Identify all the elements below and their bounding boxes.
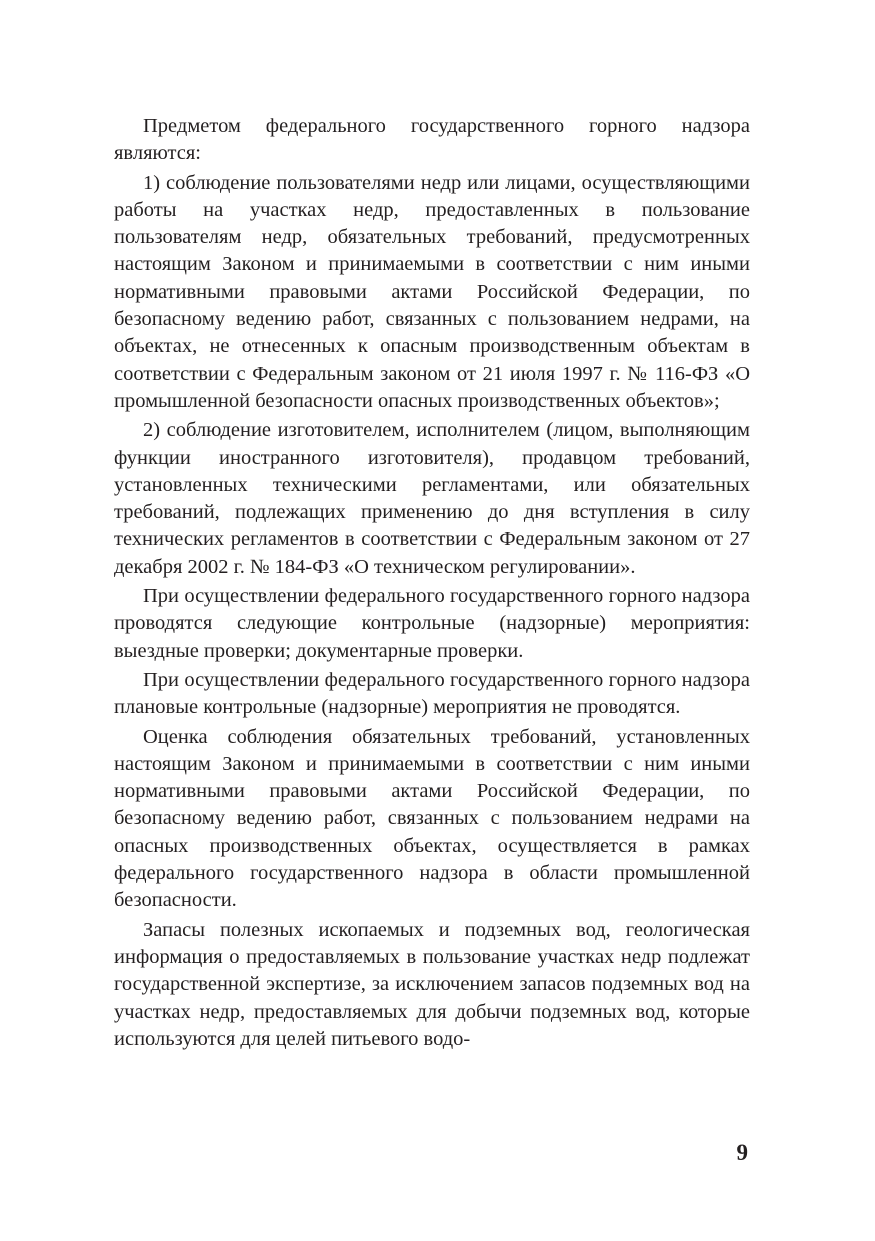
paragraph-assessment: Оценка соблюдения обязательных требований, установленных настоящим Законом и принимаемыми в соответствии с ним иными нормативными правовыми актами Российской Федерации, по безопасному ведению работ, связанных с пользованием недрами на опасных производственных объектах, осуществляется в рамках федерального государственного надзора в области промышленной безопасности. (114, 725, 750, 912)
page-number: 9 (736, 1140, 748, 1165)
paragraph-item-1: 1) соблюдение пользователями недр или лицами, осуществляющими работы на участках недр, предоставленных в пользование пользователям недр, обязательных требований, предусмотренных настоящим Законом и принимаемыми в соответствии с ним иными нормативными правовыми актами Российской Федерации, по безопасному ведению работ, связанных с пользованием недрами, на объектах, не отнесенных к опасным производственным объектам в соответствии с Федеральным законом от 21 июля 1997 г. № 116-ФЗ «О промышленной безопасности опасных производственных объектов»; (114, 171, 750, 412)
paragraph-item-2: 2) соблюдение изготовителем, исполнителем (лицом, выполняющим функции иностранного изготовителя), продавцом требований, установленных техническими регламентами, или обязательных требований, подлежащих применению до дня вступления в силу технических регламентов в соответствии с Федеральным законом от 27 декабря 2002 г. № 184-ФЗ «О техническом регулировании». (114, 419, 750, 578)
paragraph-planned-measures: При осуществлении федерального государственного горного надзора плановые контрольные (надзорные) мероприятия не проводятся. (114, 668, 750, 719)
paragraph-control-measures: При осуществлении федерального государственного горного надзора проводятся следующие контрольные (надзорные) мероприятия: выездные проверки; документарные проверки. (114, 585, 750, 662)
body-text (114, 113, 750, 1053)
paragraph-reserves-expertise: Запасы полезных ископаемых и подземных вод, геологическая информация о предоставляемых в пользование участках недр подлежат государственной экспертизе, за исключением запасов подземных вод на участках недр, предоставляемых для добычи подземных вод, которые используются для целей питьевого водо- (114, 918, 750, 1050)
paragraph-subject-of-supervision: Предметом федерального государственного горного надзора являются: (114, 115, 750, 165)
